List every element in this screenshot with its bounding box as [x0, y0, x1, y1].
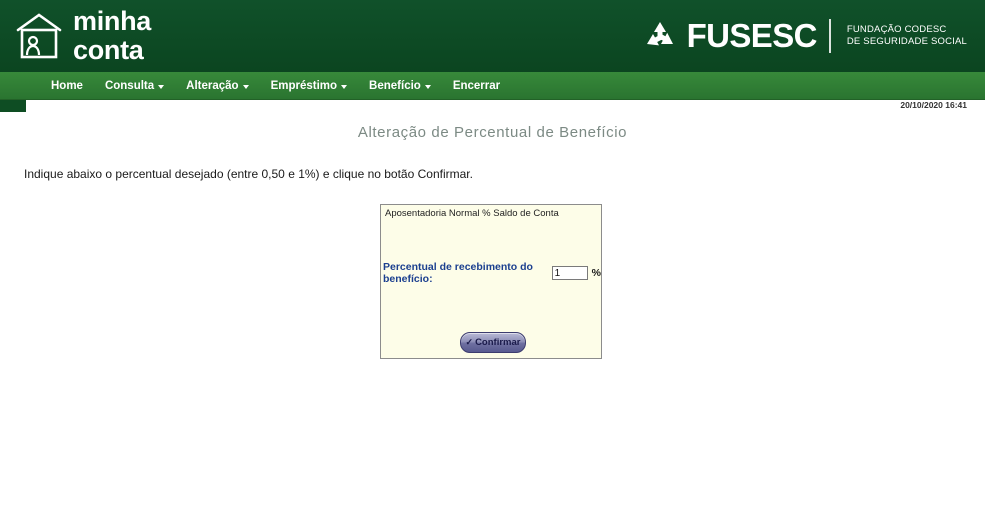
- panel-caption: Aposentadoria Normal % Saldo de Conta: [385, 208, 559, 219]
- fusesc-wordmark: FUSESC: [686, 17, 817, 54]
- confirm-button[interactable]: [460, 332, 526, 353]
- percentage-form-panel: [380, 204, 602, 359]
- nav-item-beneficio[interactable]: [358, 72, 442, 99]
- nav-item-alteracao[interactable]: [175, 72, 259, 99]
- recycle-icon: [643, 19, 677, 53]
- session-timestamp: 20/10/2020 16:41: [900, 100, 967, 110]
- house-person-icon: [14, 11, 64, 61]
- nav-left-accent: [0, 100, 26, 112]
- chevron-down-icon: [243, 85, 249, 89]
- nav-item-consulta[interactable]: [94, 72, 175, 99]
- chevron-down-icon: [425, 85, 431, 89]
- chevron-down-icon: [341, 85, 347, 89]
- nav-item-beneficio-label: Benefício: [369, 79, 421, 92]
- nav-item-consulta-label: Consulta: [104, 79, 155, 92]
- site-header: [0, 0, 985, 72]
- percent-sign-label: %: [591, 267, 601, 279]
- nav-item-alteracao-label: Alteração: [186, 79, 239, 92]
- brand-line-2: conta: [73, 35, 144, 65]
- instruction-text: Indique abaixo o percentual desejado (entre 0,50 e 1%) e clique no botão Confirmar.: [24, 167, 473, 181]
- percentage-field-row: [381, 261, 601, 285]
- percentage-field-label: Percentual de recebimento do benefício:: [383, 261, 533, 285]
- chevron-down-icon: [158, 85, 164, 89]
- nav-item-emprestimo-label: Empréstimo: [270, 79, 338, 92]
- brand-minha-conta[interactable]: [14, 7, 151, 64]
- percentage-input[interactable]: [552, 266, 588, 280]
- main-navigation: [0, 72, 985, 100]
- check-icon: ✓: [465, 337, 474, 347]
- nav-item-emprestimo[interactable]: [260, 72, 358, 99]
- page-title: Alteração de Percentual de Benefício: [357, 124, 628, 141]
- brand-text: [73, 7, 151, 64]
- logo-divider: [829, 19, 831, 53]
- fusesc-subtitle: [847, 24, 967, 48]
- nav-item-home[interactable]: [40, 72, 94, 99]
- nav-item-encerrar[interactable]: [442, 72, 511, 99]
- fusesc-subtitle-line-2: DE SEGURIDADE SOCIAL: [846, 36, 967, 47]
- confirm-button-label: Confirmar: [475, 337, 521, 348]
- nav-item-home-label: Home: [51, 79, 83, 92]
- nav-underbar: [0, 100, 985, 112]
- fusesc-subtitle-line-1: FUNDAÇÃO CODESC: [846, 24, 947, 36]
- fusesc-logo: [643, 17, 967, 55]
- brand-line-1: minha: [73, 6, 152, 37]
- nav-item-encerrar-label: Encerrar: [452, 79, 501, 92]
